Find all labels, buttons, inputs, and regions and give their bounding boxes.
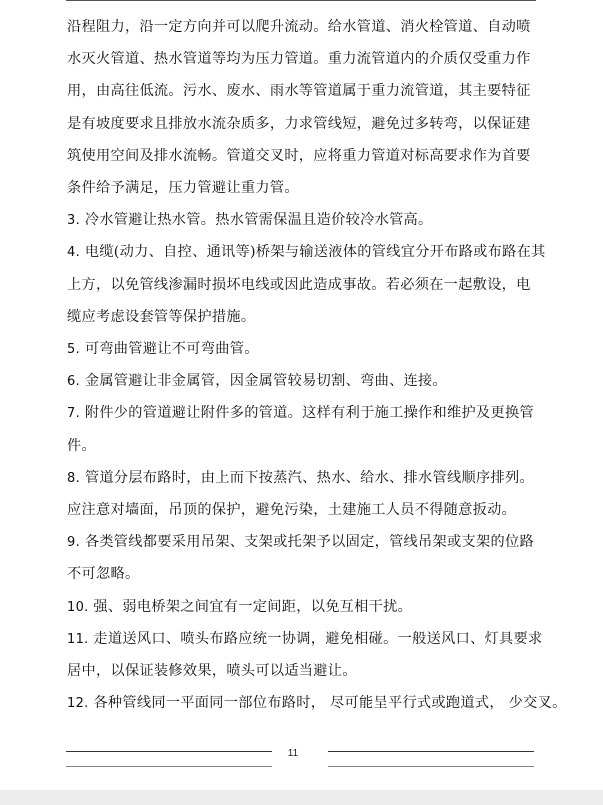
list-item-number: 4. [67, 245, 81, 261]
line-text: 电缆(动力、自控、通讯等)桥架与输送液体的管线宜分开布路或布路在其 [84, 244, 546, 261]
line-text: 条件给予满足，压力管避让重力管。 [67, 180, 299, 196]
list-item-line [67, 403, 534, 424]
paragraph-line [67, 307, 255, 327]
paragraph-line [67, 564, 139, 584]
page-footer [0, 740, 603, 780]
list-item-line [67, 693, 567, 714]
list-item-line [67, 339, 259, 360]
paragraph-line [67, 114, 531, 134]
list-item-line [67, 468, 534, 489]
list-item-number: 8. [67, 470, 81, 486]
list-item-number: 5. [67, 342, 81, 357]
footer-rule-right-bottom [328, 766, 534, 767]
paragraph-line [67, 500, 516, 520]
list-item-line [67, 597, 412, 618]
line-text: 筑使用空间及排水流畅。管道交叉时，应将重力管道对标高要求作为首要 [67, 147, 531, 164]
paragraph-line [67, 275, 531, 295]
list-item-line [67, 371, 447, 392]
line-text: 各类管线都要采用吊架、支架或托架予以固定，管线吊架或支架的位路 [84, 534, 534, 551]
line-text: 沿程阻力，沿一定方向并可以爬升流动。给水管道、消火栓管道、自动喷 [67, 19, 531, 35]
line-text: 水灭火管道、热水管道等均为压力管道。重力流管道内的介质仅受重力作 [67, 51, 531, 68]
line-text: 走道送风口、喷头布路应统一协调，避免相碰。一般送风口、灯具要求 [93, 630, 543, 647]
list-item-number: 9. [67, 535, 81, 551]
viewer-bottom-band [0, 790, 603, 805]
top-rule [66, 0, 536, 1]
line-text: 应注意对墙面，吊顶的保护，避免污染，土建施工人员不得随意扳动。 [67, 502, 517, 518]
list-item-number: 12. [67, 696, 89, 712]
paragraph-line [67, 146, 531, 166]
line-text: 管道分层布路时，由上而下按蒸汽、热水、给水、排水管线顺序排列。 [84, 469, 534, 486]
list-item-number: 3. [67, 213, 81, 229]
page-number: 11 [287, 748, 299, 759]
footer-rule-left-bottom [66, 766, 272, 767]
line-text: 不可忽略。 [67, 566, 140, 583]
line-text: 缆应考虑设套管等保护措施。 [67, 308, 256, 325]
line-text: 用，由高往低流。污水、废水、雨水等管道属于重力流管道，其主要特征 [67, 83, 531, 100]
line-text: 居中，以保证装修效果，喷头可以适当避让。 [67, 663, 357, 679]
footer-rule-right-top [328, 751, 534, 752]
footer-rule-left-top [66, 751, 272, 752]
paragraph-line [67, 17, 531, 37]
line-text: 各种管线同一平面同一部位布路时， 尽可能呈平行式或跑道式， 少交叉。 [93, 695, 567, 712]
list-item-line [67, 210, 433, 231]
line-text: 上方，以免管线渗漏时损坏电线或因此造成事故。若必须在一起敷设，电 [67, 276, 531, 293]
list-item-number: 11. [67, 631, 89, 647]
list-item-line [67, 532, 534, 553]
paragraph-line [67, 661, 357, 681]
paragraph-line [67, 178, 299, 198]
line-text: 冷水管避让热水管。热水管需保温且造价较冷水管高。 [84, 212, 433, 229]
list-item-number: 10. [67, 599, 89, 615]
paragraph-line [67, 436, 96, 456]
line-text: 强、弱电桥架之间宜有一定间距，以免互相干扰。 [93, 598, 413, 615]
line-text: 附件少的管道避让附件多的管道。这样有利于施工操作和维护及更换管 [84, 405, 534, 422]
paragraph-line [67, 49, 531, 69]
paragraph-line [67, 81, 531, 101]
list-item-number: 7. [67, 406, 81, 422]
line-text: 可弯曲管避让不可弯曲管。 [84, 341, 259, 357]
list-item-line [67, 629, 543, 650]
list-item-number: 6. [67, 374, 81, 390]
line-text: 件。 [67, 437, 96, 454]
line-text: 金属管避让非金属管，因金属管较易切割、弯曲、连接。 [84, 373, 448, 390]
list-item-line [67, 242, 546, 263]
line-text: 是有坡度要求且排放水流杂质多，力求管线短，避免过多转弯，以保证建 [67, 115, 531, 132]
